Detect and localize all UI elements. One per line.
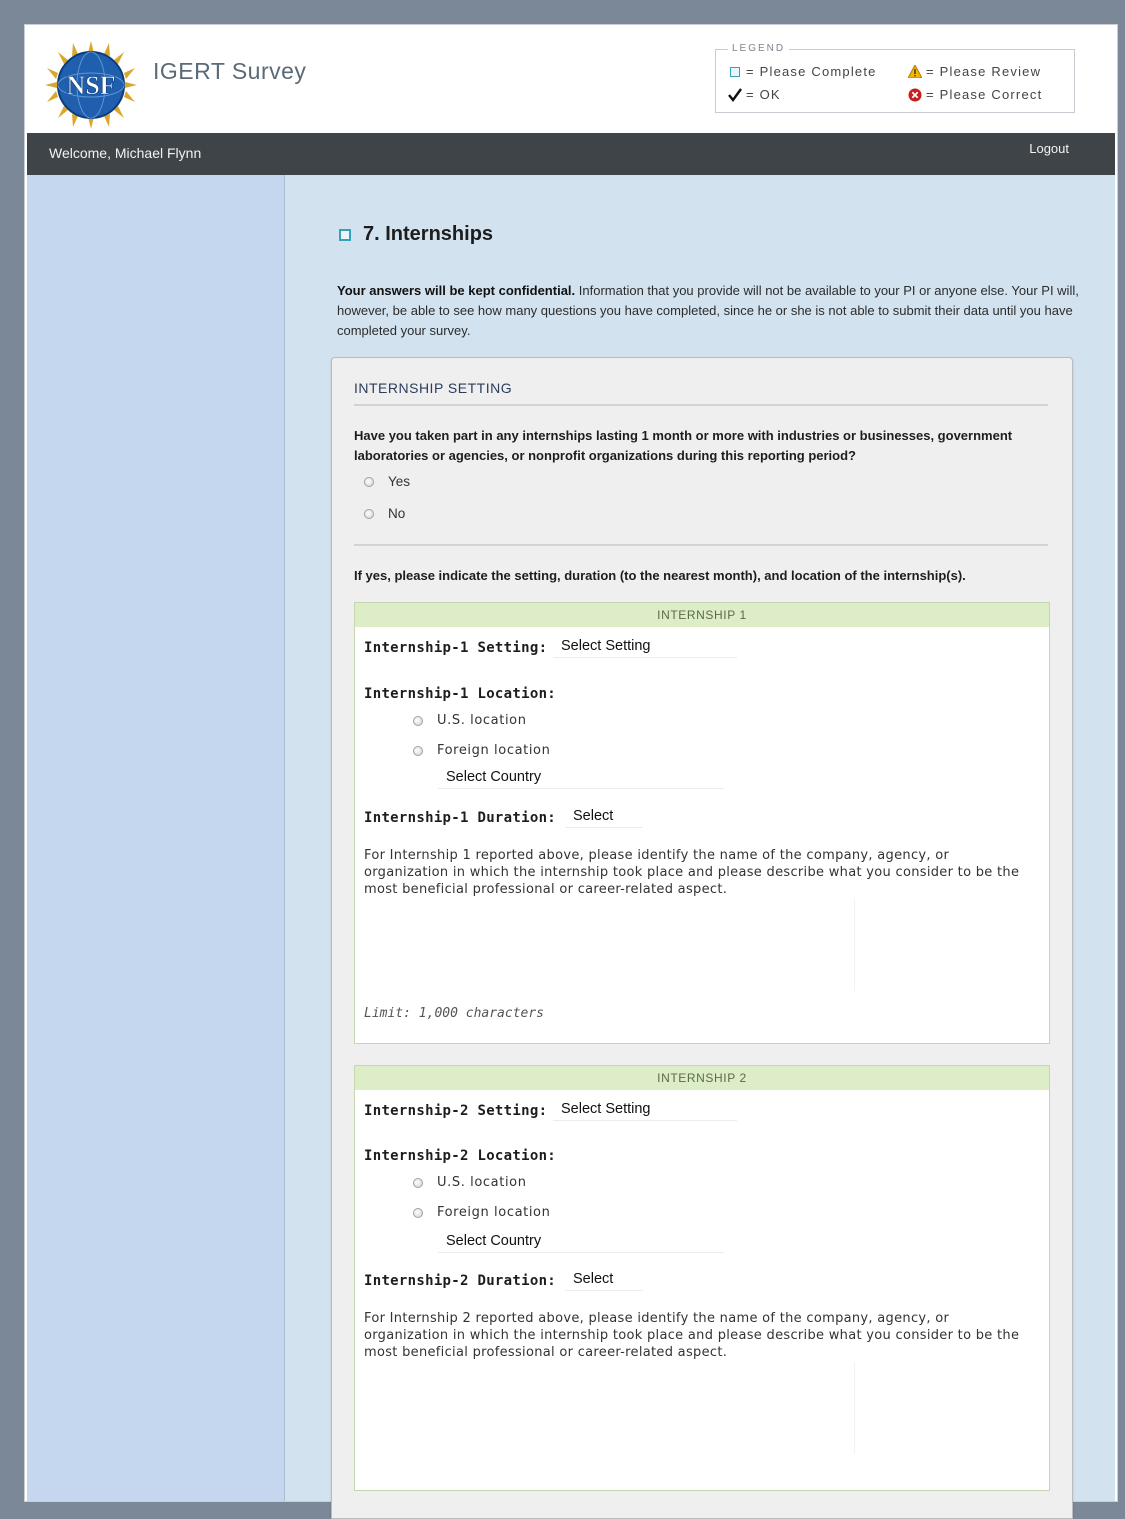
radio-yes[interactable]: Yes xyxy=(364,474,410,489)
internship-1-box xyxy=(354,602,1050,1044)
internship-1-description-prompt: For Internship 1 reported above, please identify the name of the company, agency, or organization in which the internship took place and please describe what you consider to be the most beneficial professional or career-related aspect. xyxy=(364,848,1020,897)
internship-1-location-label: Internship-1 Location: xyxy=(364,686,557,702)
internship-2-description-prompt: For Internship 2 reported above, please identify the name of the company, agency, or organization in which the internship took place and please describe what you consider to be the most beneficial professional or career-related aspect. xyxy=(364,1311,1020,1360)
radio-no[interactable]: No xyxy=(364,506,405,521)
radio-button[interactable] xyxy=(413,746,423,756)
error-icon xyxy=(908,88,922,102)
internship-1-header: INTERNSHIP 1 xyxy=(355,603,1049,627)
radio-button[interactable] xyxy=(413,716,423,726)
internship-1-description-textarea[interactable] xyxy=(364,899,855,991)
logout-link[interactable]: Logout xyxy=(1029,141,1069,156)
nsf-logo xyxy=(45,41,137,129)
status-square-icon xyxy=(339,229,351,241)
internship-question: Have you taken part in any internships lasting 1 month or more with industries or businesses, government laboratories or agencies, or nonprofit organizations during this reporting period? xyxy=(354,428,1013,463)
internship-1-country-select[interactable]: Select Country xyxy=(438,766,724,789)
internship-2-country-select[interactable]: Select Country xyxy=(438,1230,724,1253)
confidentiality-notice xyxy=(337,281,1089,341)
legend-please-review: = Please Review xyxy=(908,64,1041,79)
internship-2-setting-label: Internship-2 Setting: xyxy=(364,1103,548,1119)
legend-ok: = OK xyxy=(728,87,781,102)
svg-text:NSF: NSF xyxy=(66,71,116,100)
internship-1-duration-label: Internship-1 Duration: xyxy=(364,810,557,826)
radio-button[interactable] xyxy=(413,1208,423,1218)
panel-heading: INTERNSHIP SETTING xyxy=(354,380,1048,406)
confidentiality-bold: Your answers will be kept confidential. xyxy=(337,283,576,298)
internship-setting-panel xyxy=(331,357,1073,1519)
internship-1-setting-label: Internship-1 Setting: xyxy=(364,640,548,656)
navbar xyxy=(27,133,1115,175)
internship-1-setting-select[interactable]: Select Setting xyxy=(553,635,737,658)
internship-1-us-location-option[interactable]: U.S. location xyxy=(413,713,527,728)
internship-2-us-location-option[interactable]: U.S. location xyxy=(413,1175,527,1190)
legend-please-complete: = Please Complete xyxy=(728,64,877,79)
sidebar xyxy=(27,175,285,1501)
section-title: 7. Internships xyxy=(339,223,493,246)
radio-button[interactable] xyxy=(364,477,374,487)
divider xyxy=(354,544,1048,546)
internship-1-duration-select[interactable]: Select xyxy=(565,805,643,828)
internship-2-duration-select[interactable]: Select xyxy=(565,1268,643,1291)
internship-2-header: INTERNSHIP 2 xyxy=(355,1066,1049,1090)
legend xyxy=(715,43,1075,113)
header xyxy=(25,25,1117,133)
page-frame xyxy=(24,24,1118,1502)
internship-2-box xyxy=(354,1065,1050,1491)
warning-icon xyxy=(908,65,922,79)
internship-2-location-label: Internship-2 Location: xyxy=(364,1148,557,1164)
radio-button[interactable] xyxy=(364,509,374,519)
app-title: IGERT Survey xyxy=(153,58,307,84)
empty-square-icon xyxy=(728,65,742,79)
internship-1-foreign-location-option[interactable]: Foreign location xyxy=(413,743,550,758)
internship-instruction: If yes, please indicate the setting, duration (to the nearest month), and location of the internship(s). xyxy=(354,568,966,583)
radio-button[interactable] xyxy=(413,1178,423,1188)
confidentiality-text: Information that you provide will not be available to your PI or anyone else. Your PI will, however, be able to see how many questions you have completed, since he or she is not able to submit their data until you have completed your survey. xyxy=(337,283,1079,338)
legend-please-correct: = Please Correct xyxy=(908,87,1042,102)
welcome-text: Welcome, Michael Flynn xyxy=(49,145,202,161)
checkmark-icon xyxy=(728,88,742,102)
legend-title: LEGEND xyxy=(728,43,789,54)
internship-2-foreign-location-option[interactable]: Foreign location xyxy=(413,1205,550,1220)
internship-2-duration-label: Internship-2 Duration: xyxy=(364,1273,557,1289)
main-content xyxy=(285,175,1115,1501)
internship-2-description-textarea[interactable] xyxy=(364,1362,855,1454)
internship-1-character-limit: Limit: 1,000 characters xyxy=(364,1006,545,1021)
internship-2-setting-select[interactable]: Select Setting xyxy=(553,1098,737,1121)
